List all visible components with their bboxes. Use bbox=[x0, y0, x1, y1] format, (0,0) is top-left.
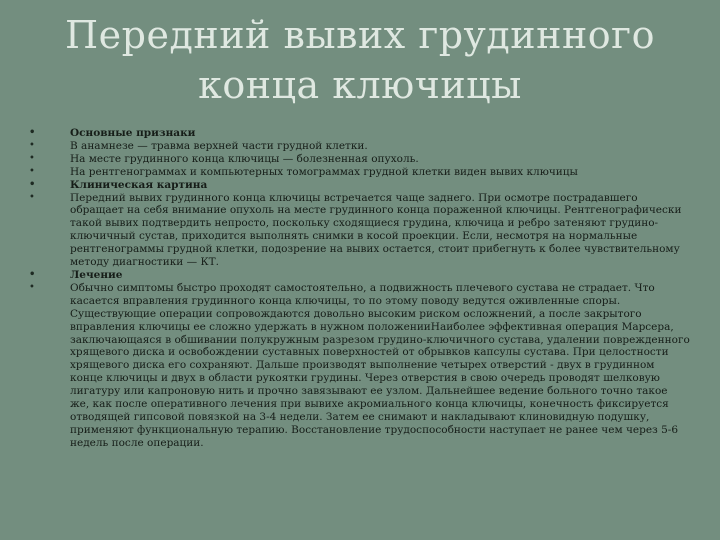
bullet-treatment-heading: • Лечение bbox=[26, 269, 690, 282]
bullet-treatment-description: • Обычно симптомы быстро проходят самостоятельно, а подвижность плечевого сустава не страдает. Что касается вправления грудинного конца ключицы, то по этому поводу ведутся оживленные споры. Существующие операции сопровождаются довольно высоким риском осложнений, а после закрытого вправления ключицы ее сложно удержать в нужном положенииНаиболее эффективная операция Марсера, заключающаяся в обшивании полукружным разрезом грудино-ключичного сустава, удалении поврежденного хрящевого диска и освобождении суставных поверхностей от обрывков капсулы сустава. При целостности хрящевого диска его сохраняют. Дальше производят выполнение четырех отверстий - двух в грудинном конце ключицы и двух в области рукоятки грудины. Через отверстия в свою очередь проводят шелковую лигатуру или капроновую нить и прочно завязывают ее узлом. Дальнейшее ведение больного точно такое же, как после оперативного лечения при вывихе акромиального конца ключицы, конечность фиксируется отводящей гипсовой повязкой на 3-4 недели. Затем ее снимают и накладывают клиновидную подушку, применяют функциональную терапию. Восстановление трудоспособности наступает не ранее чем через 5-6 недель после операции. bbox=[26, 282, 690, 450]
bullet-list bbox=[26, 127, 690, 450]
bullet-clinical-description: • Передний вывих грудинного конца ключицы встречается чаще заднего. При осмотре пострадавшего обращает на себя внимание опухоль на месте грудинного конца пораженной ключицы. Рентгенографически такой вывих подтвердить непросто, поскольку сходящиеся грудина, ключица и ребро затеняют грудино-ключичный сустав, приходится выполнять снимки в косой проекции. Если, несмотря на нормальные рентгенограммы грудной клетки, подозрение на вывих остается, стоит прибегнуть к более чувствительному методу диагностики — КТ. bbox=[26, 192, 690, 269]
slide-title bbox=[60, 10, 660, 110]
bullet-main-signs-heading: • Основные признаки bbox=[26, 127, 690, 140]
slide-title-line-1: Передний вывих грудинного bbox=[65, 13, 655, 57]
slide-title-line-2: конца ключицы bbox=[198, 63, 522, 107]
bullet-swelling: • На месте грудинного конца ключицы — болезненная опухоль. bbox=[26, 153, 690, 166]
bullet-clinical-picture-heading: • Клиническая картина bbox=[26, 179, 690, 192]
bullet-radiography: • На рентгенограммах и компьютерных томограммах грудной клетки виден вывих ключицы bbox=[26, 166, 690, 179]
bullet-anamnesis: • В анамнезе — травма верхней части грудной клетки. bbox=[26, 140, 690, 153]
